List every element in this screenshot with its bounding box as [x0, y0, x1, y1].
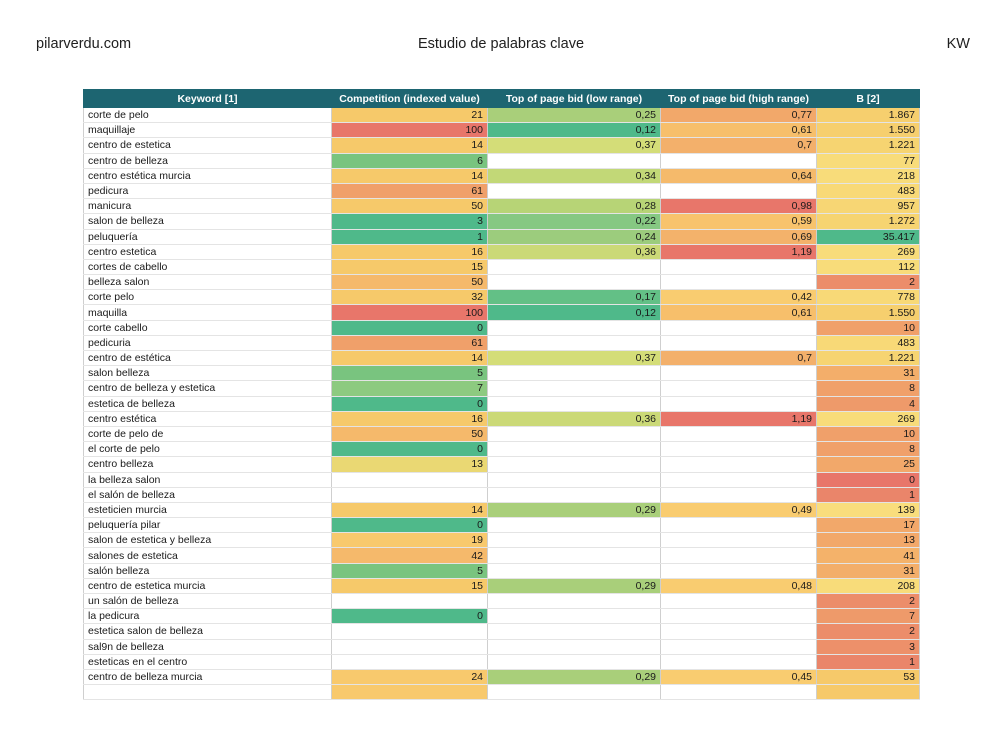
cell-keyword[interactable]: la belleza salon [84, 472, 332, 487]
cell-b[interactable]: 10 [817, 426, 920, 441]
cell-b[interactable]: 1 [817, 654, 920, 669]
cell-b[interactable]: 4 [817, 396, 920, 411]
cell-competition[interactable]: 14 [332, 351, 488, 366]
cell-keyword[interactable]: centro estetica [84, 244, 332, 259]
table-row[interactable] [84, 457, 920, 472]
column-header-1[interactable]: Competition (indexed value) [332, 90, 488, 108]
cell-keyword[interactable]: centro de belleza murcia [84, 669, 332, 684]
table-row[interactable] [84, 609, 920, 624]
cell-b[interactable]: 269 [817, 411, 920, 426]
cell-bid-high[interactable]: 0,42 [661, 290, 817, 305]
cell-competition[interactable]: 50 [332, 426, 488, 441]
cell-b[interactable]: 13 [817, 533, 920, 548]
cell-keyword[interactable]: centro belleza [84, 457, 332, 472]
cell-bid-high[interactable] [661, 259, 817, 274]
cell-competition[interactable] [332, 624, 488, 639]
cell-bid-low[interactable]: 0,22 [488, 214, 661, 229]
table-row[interactable] [84, 426, 920, 441]
cell-bid-high[interactable] [661, 518, 817, 533]
cell-bid-low[interactable]: 0,34 [488, 168, 661, 183]
cell-b[interactable]: 483 [817, 335, 920, 350]
table-row[interactable] [84, 366, 920, 381]
cell-b[interactable]: 77 [817, 153, 920, 168]
cell-b[interactable]: 1.272 [817, 214, 920, 229]
cell-bid-high[interactable]: 0,77 [661, 108, 817, 123]
cell-bid-high[interactable]: 0,48 [661, 578, 817, 593]
cell-bid-high[interactable] [661, 183, 817, 198]
cell-b[interactable]: 778 [817, 290, 920, 305]
cell-bid-high[interactable] [661, 609, 817, 624]
cell-bid-high[interactable]: 0,49 [661, 502, 817, 517]
cell-bid-high[interactable] [661, 639, 817, 654]
cell-competition[interactable]: 32 [332, 290, 488, 305]
site-name: pilarverdu.com [36, 36, 132, 52]
cell-b[interactable] [817, 685, 920, 700]
cell-competition[interactable]: 3 [332, 214, 488, 229]
page-title: Estudio de palabras clave [417, 36, 585, 52]
cell-bid-high[interactable]: 0,64 [661, 168, 817, 183]
table-row[interactable] [84, 533, 920, 548]
cell-b[interactable]: 112 [817, 259, 920, 274]
cell-keyword[interactable]: salon de belleza [84, 214, 332, 229]
page-header [0, 0, 1002, 90]
cell-bid-low[interactable]: 0,37 [488, 351, 661, 366]
table-row[interactable] [84, 624, 920, 639]
cell-keyword[interactable]: esteticien murcia [84, 502, 332, 517]
cell-bid-low[interactable]: 0,36 [488, 244, 661, 259]
cell-keyword[interactable]: centro de estetica [84, 138, 332, 153]
table-row[interactable] [84, 381, 920, 396]
table-row[interactable] [84, 685, 920, 700]
cell-bid-low[interactable] [488, 487, 661, 502]
cell-keyword[interactable]: salón belleza [84, 563, 332, 578]
cell-competition[interactable]: 7 [332, 381, 488, 396]
cell-b[interactable]: 1.221 [817, 351, 920, 366]
cell-competition[interactable]: 24 [332, 669, 488, 684]
cell-b[interactable]: 218 [817, 168, 920, 183]
table-row[interactable] [84, 320, 920, 335]
table-row[interactable] [84, 214, 920, 229]
cell-competition[interactable]: 5 [332, 563, 488, 578]
cell-b[interactable]: 35.417 [817, 229, 920, 244]
cell-keyword[interactable]: esteticas en el centro [84, 654, 332, 669]
cell-bid-high[interactable]: 0,98 [661, 199, 817, 214]
cell-bid-low[interactable] [488, 335, 661, 350]
cell-competition[interactable]: 42 [332, 548, 488, 563]
column-header-0[interactable]: Keyword [1] [84, 90, 332, 108]
cell-bid-high[interactable]: 1,19 [661, 411, 817, 426]
cell-b[interactable]: 269 [817, 244, 920, 259]
cell-b[interactable]: 53 [817, 669, 920, 684]
cell-b[interactable]: 41 [817, 548, 920, 563]
cell-competition[interactable] [332, 639, 488, 654]
cell-keyword[interactable]: salones de estetica [84, 548, 332, 563]
cell-competition[interactable]: 14 [332, 168, 488, 183]
cell-bid-high[interactable] [661, 275, 817, 290]
cell-bid-high[interactable] [661, 442, 817, 457]
cell-b[interactable]: 139 [817, 502, 920, 517]
cell-bid-high[interactable] [661, 548, 817, 563]
cell-bid-low[interactable] [488, 685, 661, 700]
cell-keyword[interactable]: peluquería [84, 229, 332, 244]
cell-bid-low[interactable] [488, 366, 661, 381]
cell-bid-high[interactable]: 0,59 [661, 214, 817, 229]
cell-keyword[interactable]: pedicuria [84, 335, 332, 350]
cell-competition[interactable]: 50 [332, 275, 488, 290]
cell-competition[interactable]: 61 [332, 183, 488, 198]
cell-bid-low[interactable] [488, 426, 661, 441]
cell-bid-high[interactable] [661, 426, 817, 441]
cell-competition[interactable] [332, 654, 488, 669]
cell-competition[interactable]: 16 [332, 244, 488, 259]
cell-competition[interactable]: 5 [332, 366, 488, 381]
table-row[interactable] [84, 578, 920, 593]
cell-keyword[interactable]: salon belleza [84, 366, 332, 381]
cell-keyword[interactable] [84, 685, 332, 700]
table-row[interactable] [84, 335, 920, 350]
cell-bid-low[interactable] [488, 320, 661, 335]
table-row[interactable] [84, 153, 920, 168]
cell-bid-low[interactable]: 0,29 [488, 669, 661, 684]
table-row[interactable] [84, 396, 920, 411]
table-row[interactable] [84, 108, 920, 123]
cell-bid-low[interactable]: 0,12 [488, 123, 661, 138]
cell-bid-high[interactable] [661, 563, 817, 578]
cell-bid-low[interactable]: 0,24 [488, 229, 661, 244]
cell-bid-high[interactable] [661, 396, 817, 411]
cell-competition[interactable] [332, 472, 488, 487]
keyword-table-container [83, 89, 919, 700]
cell-b[interactable]: 483 [817, 183, 920, 198]
cell-b[interactable]: 31 [817, 563, 920, 578]
table-row[interactable] [84, 275, 920, 290]
cell-bid-high[interactable] [661, 472, 817, 487]
cell-bid-low[interactable] [488, 609, 661, 624]
cell-keyword[interactable]: el corte de pelo [84, 442, 332, 457]
cell-bid-low[interactable] [488, 639, 661, 654]
cell-bid-low[interactable] [488, 624, 661, 639]
cell-competition[interactable]: 0 [332, 320, 488, 335]
cell-keyword[interactable]: manicura [84, 199, 332, 214]
cell-bid-low[interactable] [488, 183, 661, 198]
cell-competition[interactable]: 50 [332, 199, 488, 214]
table-row[interactable] [84, 548, 920, 563]
cell-bid-high[interactable] [661, 685, 817, 700]
table-row[interactable] [84, 168, 920, 183]
keyword-table [83, 89, 920, 700]
cell-keyword[interactable]: el salón de belleza [84, 487, 332, 502]
cell-b[interactable]: 957 [817, 199, 920, 214]
table-row[interactable] [84, 639, 920, 654]
table-header-row [84, 90, 920, 108]
cell-bid-low[interactable] [488, 594, 661, 609]
cell-bid-high[interactable]: 0,69 [661, 229, 817, 244]
table-row[interactable] [84, 351, 920, 366]
cell-competition[interactable]: 16 [332, 411, 488, 426]
cell-b[interactable]: 8 [817, 381, 920, 396]
table-row[interactable] [84, 502, 920, 517]
cell-b[interactable]: 31 [817, 366, 920, 381]
cell-bid-high[interactable]: 0,7 [661, 138, 817, 153]
cell-bid-low[interactable] [488, 396, 661, 411]
cell-competition[interactable] [332, 685, 488, 700]
cell-bid-high[interactable] [661, 381, 817, 396]
table-row[interactable] [84, 305, 920, 320]
cell-bid-low[interactable] [488, 259, 661, 274]
cell-bid-high[interactable]: 0,45 [661, 669, 817, 684]
cell-bid-low[interactable] [488, 457, 661, 472]
cell-bid-low[interactable] [488, 548, 661, 563]
cell-b[interactable]: 17 [817, 518, 920, 533]
cell-b[interactable]: 10 [817, 320, 920, 335]
cell-bid-low[interactable]: 0,12 [488, 305, 661, 320]
cell-bid-low[interactable] [488, 381, 661, 396]
cell-keyword[interactable]: maquillaje [84, 123, 332, 138]
cell-bid-low[interactable]: 0,29 [488, 578, 661, 593]
cell-bid-high[interactable] [661, 366, 817, 381]
cell-keyword[interactable]: belleza salon [84, 275, 332, 290]
cell-bid-low[interactable]: 0,25 [488, 108, 661, 123]
cell-bid-low[interactable]: 0,17 [488, 290, 661, 305]
cell-bid-low[interactable] [488, 563, 661, 578]
cell-b[interactable]: 208 [817, 578, 920, 593]
header-kw-label: KW [946, 36, 970, 52]
cell-competition[interactable]: 100 [332, 123, 488, 138]
cell-b[interactable]: 25 [817, 457, 920, 472]
cell-b[interactable]: 1.867 [817, 108, 920, 123]
cell-bid-low[interactable]: 0,37 [488, 138, 661, 153]
cell-competition[interactable]: 61 [332, 335, 488, 350]
table-row[interactable] [84, 654, 920, 669]
cell-bid-high[interactable] [661, 320, 817, 335]
cell-competition[interactable]: 21 [332, 108, 488, 123]
cell-b[interactable]: 2 [817, 594, 920, 609]
cell-keyword[interactable]: estetica de belleza [84, 396, 332, 411]
cell-keyword[interactable]: salon de estetica y belleza [84, 533, 332, 548]
cell-competition[interactable]: 6 [332, 153, 488, 168]
cell-keyword[interactable]: un salón de belleza [84, 594, 332, 609]
cell-keyword[interactable]: centro de estetica murcia [84, 578, 332, 593]
table-row[interactable] [84, 472, 920, 487]
table-row[interactable] [84, 244, 920, 259]
cell-competition[interactable]: 15 [332, 578, 488, 593]
cell-competition[interactable]: 0 [332, 609, 488, 624]
cell-competition[interactable]: 100 [332, 305, 488, 320]
table-row[interactable] [84, 594, 920, 609]
table-row[interactable] [84, 442, 920, 457]
cell-keyword[interactable]: corte de pelo de [84, 426, 332, 441]
cell-competition[interactable]: 14 [332, 502, 488, 517]
cell-bid-high[interactable] [661, 153, 817, 168]
cell-bid-low[interactable] [488, 518, 661, 533]
cell-competition[interactable]: 14 [332, 138, 488, 153]
cell-keyword[interactable]: centro de belleza [84, 153, 332, 168]
cell-bid-high[interactable] [661, 457, 817, 472]
cell-keyword[interactable]: centro de estética [84, 351, 332, 366]
table-row[interactable] [84, 669, 920, 684]
cell-bid-low[interactable] [488, 275, 661, 290]
cell-keyword[interactable]: centro de belleza y estetica [84, 381, 332, 396]
cell-competition[interactable] [332, 594, 488, 609]
cell-bid-high[interactable]: 0,61 [661, 305, 817, 320]
table-row[interactable] [84, 229, 920, 244]
cell-b[interactable]: 1.550 [817, 123, 920, 138]
cell-b[interactable]: 1 [817, 487, 920, 502]
table-row[interactable] [84, 123, 920, 138]
cell-competition[interactable]: 0 [332, 442, 488, 457]
cell-b[interactable]: 1.550 [817, 305, 920, 320]
cell-bid-low[interactable] [488, 442, 661, 457]
cell-competition[interactable]: 0 [332, 396, 488, 411]
table-row[interactable] [84, 563, 920, 578]
column-header-4[interactable]: B [2] [817, 90, 920, 108]
cell-b[interactable]: 1.221 [817, 138, 920, 153]
cell-b[interactable]: 3 [817, 639, 920, 654]
cell-bid-low[interactable] [488, 654, 661, 669]
cell-competition[interactable]: 0 [332, 518, 488, 533]
cell-keyword[interactable]: la pedicura [84, 609, 332, 624]
cell-keyword[interactable]: maquilla [84, 305, 332, 320]
cell-keyword[interactable]: centro estética [84, 411, 332, 426]
cell-keyword[interactable]: sal9n de belleza [84, 639, 332, 654]
cell-keyword[interactable]: cortes de cabello [84, 259, 332, 274]
table-row[interactable] [84, 138, 920, 153]
cell-bid-low[interactable] [488, 153, 661, 168]
cell-bid-high[interactable] [661, 654, 817, 669]
cell-keyword[interactable]: corte cabello [84, 320, 332, 335]
cell-bid-low[interactable]: 0,28 [488, 199, 661, 214]
cell-competition[interactable]: 1 [332, 229, 488, 244]
cell-bid-high[interactable] [661, 624, 817, 639]
cell-keyword[interactable]: centro estética murcia [84, 168, 332, 183]
cell-bid-high[interactable] [661, 335, 817, 350]
table-row[interactable] [84, 518, 920, 533]
table-row[interactable] [84, 487, 920, 502]
table-body [84, 108, 920, 700]
column-header-3[interactable]: Top of page bid (high range) [661, 90, 817, 108]
table-row[interactable] [84, 183, 920, 198]
cell-competition[interactable]: 19 [332, 533, 488, 548]
column-header-2[interactable]: Top of page bid (low range) [488, 90, 661, 108]
cell-bid-low[interactable]: 0,36 [488, 411, 661, 426]
cell-competition[interactable]: 13 [332, 457, 488, 472]
cell-keyword[interactable]: estetica salon de belleza [84, 624, 332, 639]
cell-b[interactable]: 2 [817, 624, 920, 639]
cell-bid-high[interactable]: 1,19 [661, 244, 817, 259]
cell-competition[interactable] [332, 487, 488, 502]
cell-keyword[interactable]: peluquería pilar [84, 518, 332, 533]
cell-b[interactable]: 8 [817, 442, 920, 457]
cell-bid-high[interactable] [661, 533, 817, 548]
table-row[interactable] [84, 259, 920, 274]
table-row[interactable] [84, 411, 920, 426]
cell-competition[interactable]: 15 [332, 259, 488, 274]
table-row[interactable] [84, 199, 920, 214]
cell-b[interactable]: 0 [817, 472, 920, 487]
cell-bid-high[interactable]: 0,7 [661, 351, 817, 366]
cell-bid-high[interactable]: 0,61 [661, 123, 817, 138]
table-row[interactable] [84, 290, 920, 305]
cell-bid-high[interactable] [661, 487, 817, 502]
cell-b[interactable]: 2 [817, 275, 920, 290]
cell-keyword[interactable]: pedicura [84, 183, 332, 198]
cell-bid-low[interactable]: 0,29 [488, 502, 661, 517]
cell-bid-low[interactable] [488, 472, 661, 487]
cell-keyword[interactable]: corte de pelo [84, 108, 332, 123]
cell-bid-low[interactable] [488, 533, 661, 548]
cell-keyword[interactable]: corte pelo [84, 290, 332, 305]
cell-b[interactable]: 7 [817, 609, 920, 624]
cell-bid-high[interactable] [661, 594, 817, 609]
